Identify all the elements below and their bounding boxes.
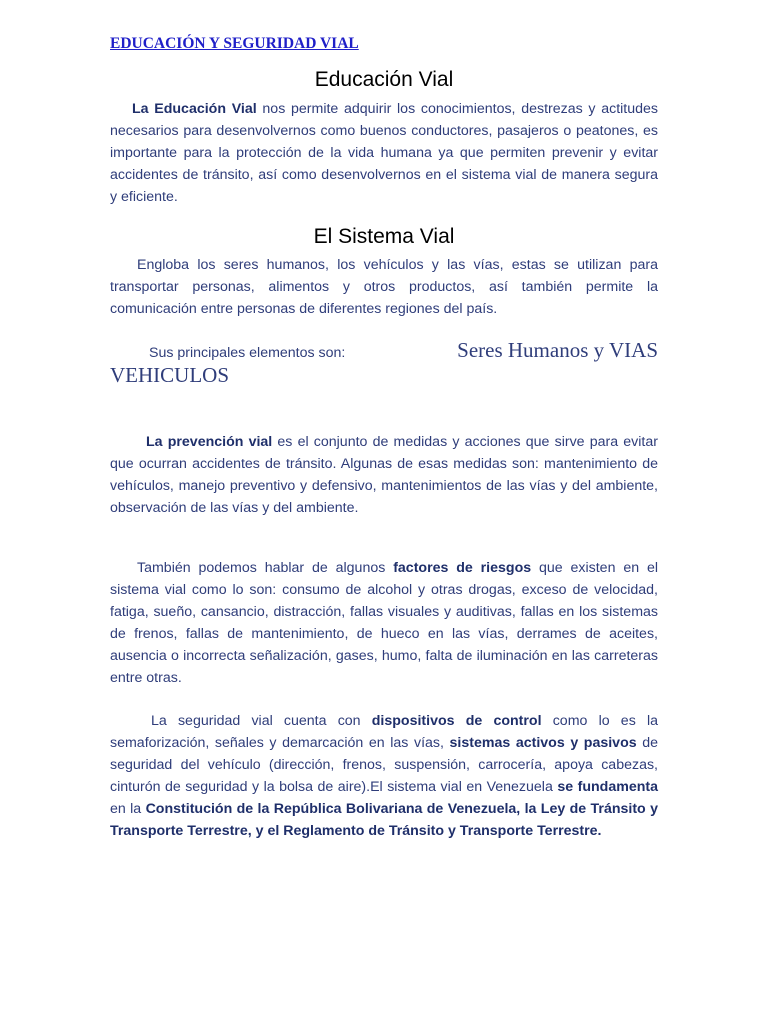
- paragraph-seguridad-vial: [110, 710, 658, 842]
- paragraph-text: nos permite adquirir los conocimientos, destrezas y actitudes necesarios para desenvolvernos como buenos conductores, pasajeros o peatones, es importante para la protección de la vida humana ya que permiten prevenir y evitar accidentes de tránsito, así como desenvolvernos en el sistema vial de manera segura y eficiente.: [110, 101, 658, 205]
- elementos-list-line1: Seres Humanos y VIAS: [457, 338, 658, 362]
- paragraph-text: como lo es la semaforización, señales y demarcación en las vías,: [110, 713, 659, 751]
- paragraph-text: en la: [110, 801, 146, 817]
- bold-phrase: La Educación Vial: [132, 101, 257, 117]
- paragraph-elementos: [110, 338, 658, 388]
- section-heading-sistema-vial: El Sistema Vial: [313, 225, 455, 248]
- paragraph-text: de seguridad del vehículo (dirección, frenos, suspensión, carrocería, apoya cabezas, cinturón de seguridad y la bolsa de aire).El sistema vial en Venezuela: [110, 735, 659, 795]
- paragraph-text: es el conjunto de medidas y acciones que sirve para evitar que ocurran accidentes de tránsito. Algunas de esas medidas son: mantenimiento de vehículos, manejo preventivo y defensivo, mantenimientos de las vías y del ambiente, observación de las vías y del ambiente.: [110, 434, 658, 516]
- document-title: EDUCACIÓN Y SEGURIDAD VIAL: [110, 35, 359, 52]
- bold-phrase: Constitución de la República Bolivariana de Venezuela, la Ley de Tránsito y Transporte Terrestre, y el Reglamento de Tránsito y Transporte Terrestre.: [110, 801, 658, 839]
- bold-phrase: dispositivos de control: [371, 713, 542, 729]
- bold-phrase: La prevención vial: [146, 434, 273, 450]
- section-heading-educacion-vial: Educación Vial: [314, 68, 454, 91]
- paragraph-prevencion-vial: [110, 431, 658, 519]
- paragraph-text: También podemos hablar de algunos: [137, 560, 394, 576]
- paragraph-educacion-vial: [110, 98, 658, 208]
- elementos-intro: Sus principales elementos son:: [149, 345, 346, 361]
- bold-phrase: sistemas activos y pasivos: [449, 735, 637, 751]
- paragraph-text: La seguridad vial cuenta con: [151, 713, 372, 729]
- elementos-list-line2: VEHICULOS: [110, 363, 229, 387]
- paragraph-sistema-vial: Engloba los seres humanos, los vehículos y las vías, estas se utilizan para transportar personas, alimentos y otros productos, así también permite la comunicación entre personas de diferentes regiones del país.: [110, 257, 658, 317]
- bold-phrase: se fundamenta: [557, 779, 659, 795]
- bold-phrase: factores de riesgos: [393, 560, 532, 576]
- paragraph-text: que existen en el sistema vial como lo son: consumo de alcohol y otras drogas, exceso de velocidad, fatiga, sueño, cansancio, distracción, fallas visuales y auditivas, fallas en los sistemas de frenos, fallas de mantenimiento, de hueco en las vías, derrames de aceites, ausencia o incorrecta señalización, gases, humo, falta de iluminación en las carreteras entre otras.: [110, 560, 658, 686]
- paragraph-factores-riesgo: [110, 557, 658, 689]
